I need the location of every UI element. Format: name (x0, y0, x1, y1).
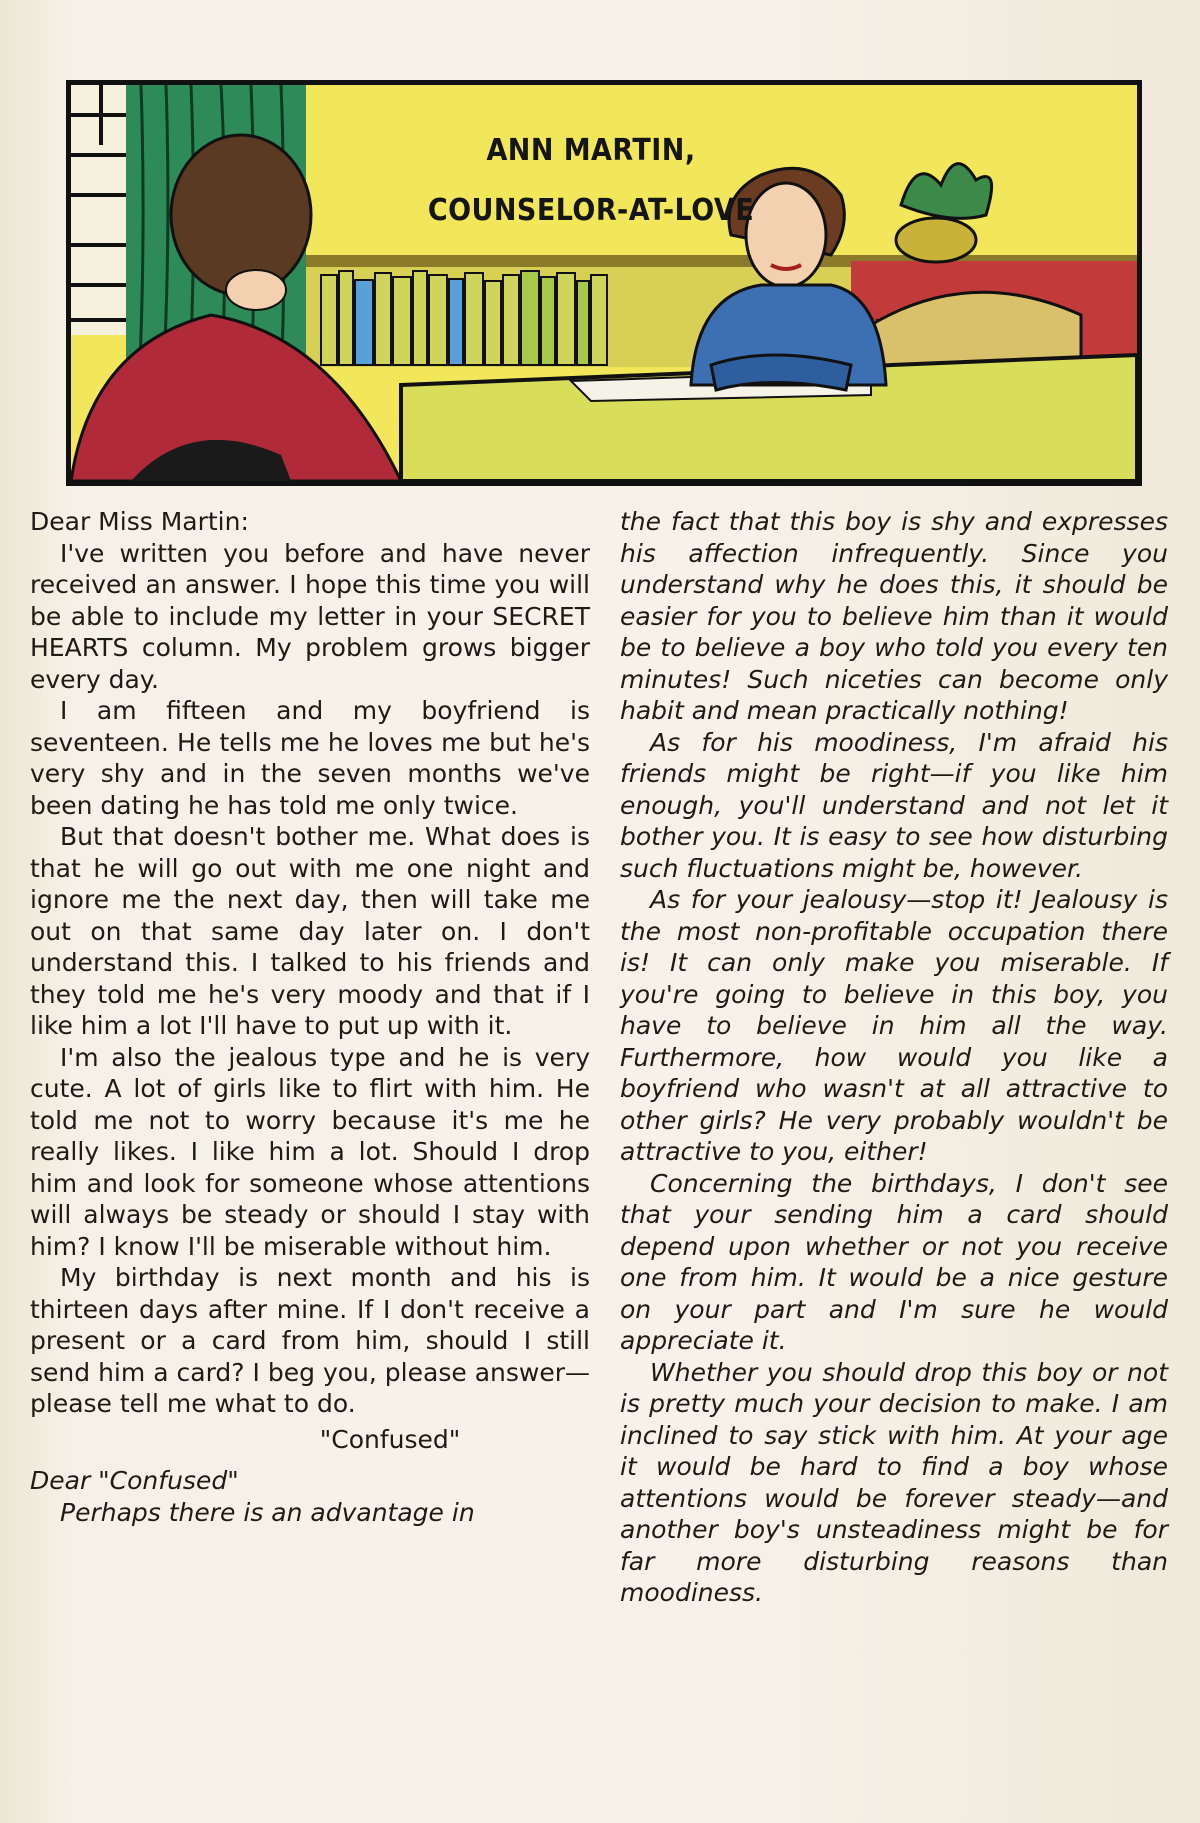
letter-salutation: Dear Miss Martin: (30, 507, 249, 536)
reply-continuation: the fact that this boy is shy and expresses his affection infrequently. Since you understand why he does this, it should be easier for you to believe him than it would be to believe a boy who told you every ten minutes! Such niceties can become only habit and mean practically nothing! (620, 507, 1168, 725)
panel-title-line-2: COUNSELOR-AT-LOVE (427, 193, 755, 228)
letter-paragraph: I've written you before and have never received an answer. I hope this time you will be able to include my letter in your SECRET HEARTS column. My problem grows bigger every day. (30, 538, 590, 694)
letter-paragraph: I'm also the jealous type and he is very cute. A lot of girls like to flirt with him. He told me not to worry because it's me he really likes. I like him a lot. Should I drop him and look for someone whose attentions will always be steady or should I stay with him? I know I'll be miserable without him. (30, 1042, 590, 1261)
reply-paragraph: As for his moodiness, I'm afraid his friends might be right—if you like him enough, you'll understand and not let it bother you. It is easy to see how disturbing such fluctuations might be, however. (620, 727, 1168, 883)
panel-title (393, 121, 789, 241)
reply-opening: Perhaps there is an advantage in (60, 1497, 475, 1527)
header-illustration-panel (66, 80, 1142, 486)
letter-paragraph: But that doesn't bother me. What does is that he will go out with me one night and ignore me the next day, then will take me out on that same day later on. I don't understand this. I talked to his friends and they told me he's very moody and that if I like him a lot I'll have to put up with it. (30, 822, 590, 1040)
reply-salutation: Dear "Confused" (30, 1466, 239, 1495)
letter-column (30, 506, 590, 1528)
letter-signature: "Confused" (319, 1424, 461, 1454)
reply-paragraph: Whether you should drop this boy or not is pretty much your decision to make. I am inclined to say stick with him. At your age it would be hard to find a boy whose attentions would be forever steady—and another boy's unsteadiness might be for far more disturbing reasons than moodiness. (620, 1357, 1168, 1607)
letter-paragraph: I am fifteen and my boyfriend is seventeen. He tells me he loves me but he's very shy and in the seven months we've been dating he has told me only twice. (30, 696, 590, 820)
panel-title-line-1: ANN MARTIN, (486, 133, 696, 168)
reply-column (620, 506, 1168, 1609)
letter-paragraph: My birthday is next month and his is thirteen days after mine. If I don't receive a present or a card from him, should I still send him a card? I beg you, please answer—please tell me what to do. (30, 1263, 590, 1418)
reply-paragraph: As for your jealousy—stop it! Jealousy is the most non-profitable occupation there is! It can only make you miserable. If you're going to believe in this boy, you have to believe in him all the way. Furthermore, how would you like a boyfriend who wasn't at all attractive to other girls? He very probably wouldn't be attractive to you, either! (620, 885, 1168, 1166)
reply-paragraph: Concerning the birthdays, I don't see that your sending him a card should depend upon whether or not you receive one from him. It would be a nice gesture on your part and I'm sure he would appreciate it. (620, 1168, 1168, 1355)
